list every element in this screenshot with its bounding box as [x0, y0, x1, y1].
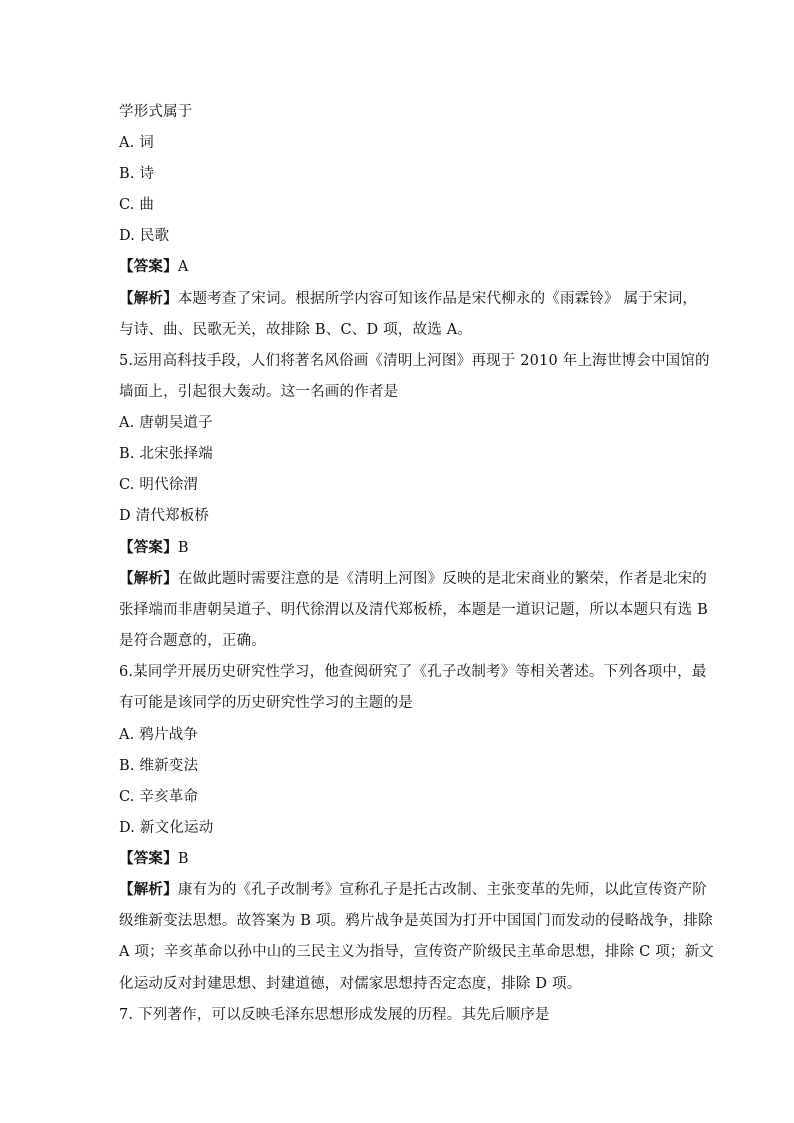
q7-stem-line-1: 7. 下列著作，可以反映毛泽东思想形成发展的历程。其先后顺序是 — [119, 1007, 550, 1023]
q6-stem-line-1: 6.某同学开展历史研究性学习，他查阅研究了《孔子改制考》等相关著述。下列各项中，最 — [119, 664, 707, 680]
q4-option-d: D. 民歌 — [119, 228, 170, 244]
q5-stem-line-1: 5.运用高科技手段，人们将著名风俗画《清明上河图》再现于 2010 年上海世博会中国馆的 — [119, 353, 710, 369]
q6-option-c: C. 辛亥革命 — [119, 789, 199, 805]
q4-option-c: C. 曲 — [119, 197, 155, 213]
answer-tag: 【答案】 — [119, 851, 178, 867]
q6-analysis-line-2: 级维新变法思想。故答案为 B 项。鸦片战争是英国为打开中国国门而发动的侵略战争，排除 — [119, 913, 713, 929]
q5-option-b: B. 北宋张择端 — [119, 446, 213, 462]
q4-analysis-line-2: 与诗、曲、民歌无关，故排除 B、C、D 项，故选 A。 — [119, 322, 473, 338]
answer-value: B — [177, 851, 189, 867]
analysis-tag: 【解析】 — [119, 571, 178, 587]
q5-answer — [119, 538, 679, 558]
q6-option-a: A. 鸦片战争 — [119, 727, 199, 743]
q4-option-a: A. 词 — [119, 135, 154, 151]
q4-stem-tail: 学形式属于 — [119, 104, 193, 120]
q6-answer — [119, 849, 679, 869]
q6-analysis-line-3: A 项；辛亥革命以孙中山的三民主义为指导，宣传资产阶级民主革命思想，排除 C 项；新文 — [119, 944, 714, 960]
q6-option-b: B. 维新变法 — [119, 758, 199, 774]
q5-analysis-line-2: 张择端而非唐朝吴道子、明代徐渭以及清代郑板桥，本题是一道识记题，所以本题只有选 B — [119, 602, 708, 618]
analysis-text: 本题考查了宋词。根据所学内容可知该作品是宋代柳永的《雨霖铃》 属于宋词， — [177, 291, 698, 307]
answer-value: A — [177, 259, 189, 275]
q6-analysis-line-1 — [119, 880, 708, 900]
q5-analysis-line-1 — [119, 569, 708, 589]
answer-tag: 【答案】 — [119, 540, 178, 556]
q4-analysis-line-1 — [119, 289, 698, 309]
q5-option-c: C. 明代徐渭 — [119, 477, 199, 493]
q6-option-d: D. 新文化运动 — [119, 820, 214, 836]
q6-analysis-line-4: 化运动反对封建思想、封建道德，对儒家思想持否定态度，排除 D 项。 — [119, 976, 582, 992]
q4-option-b: B. 诗 — [119, 166, 155, 182]
q4-answer — [119, 257, 679, 277]
analysis-tag: 【解析】 — [119, 882, 178, 898]
analysis-text: 在做此题时需要注意的是《清明上河图》反映的是北宋商业的繁荣，作者是北宋的 — [177, 571, 708, 587]
answer-tag: 【答案】 — [119, 259, 178, 275]
q5-option-a: A. 唐朝吴道子 — [119, 415, 213, 431]
q5-stem-line-2: 墙面上，引起很大轰动。这一名画的作者是 — [119, 384, 399, 400]
answer-value: B — [177, 540, 189, 556]
q5-option-d: D 清代郑板桥 — [119, 508, 210, 524]
q5-analysis-line-3: 是符合题意的，正确。 — [119, 633, 266, 649]
q6-stem-line-2: 有可能是该同学的历史研究性学习的主题的是 — [119, 695, 413, 711]
analysis-text: 康有为的《孔子改制考》宣称孔子是托古改制、主张变革的先师，以此宣传资产阶 — [177, 882, 708, 898]
analysis-tag: 【解析】 — [119, 291, 178, 307]
